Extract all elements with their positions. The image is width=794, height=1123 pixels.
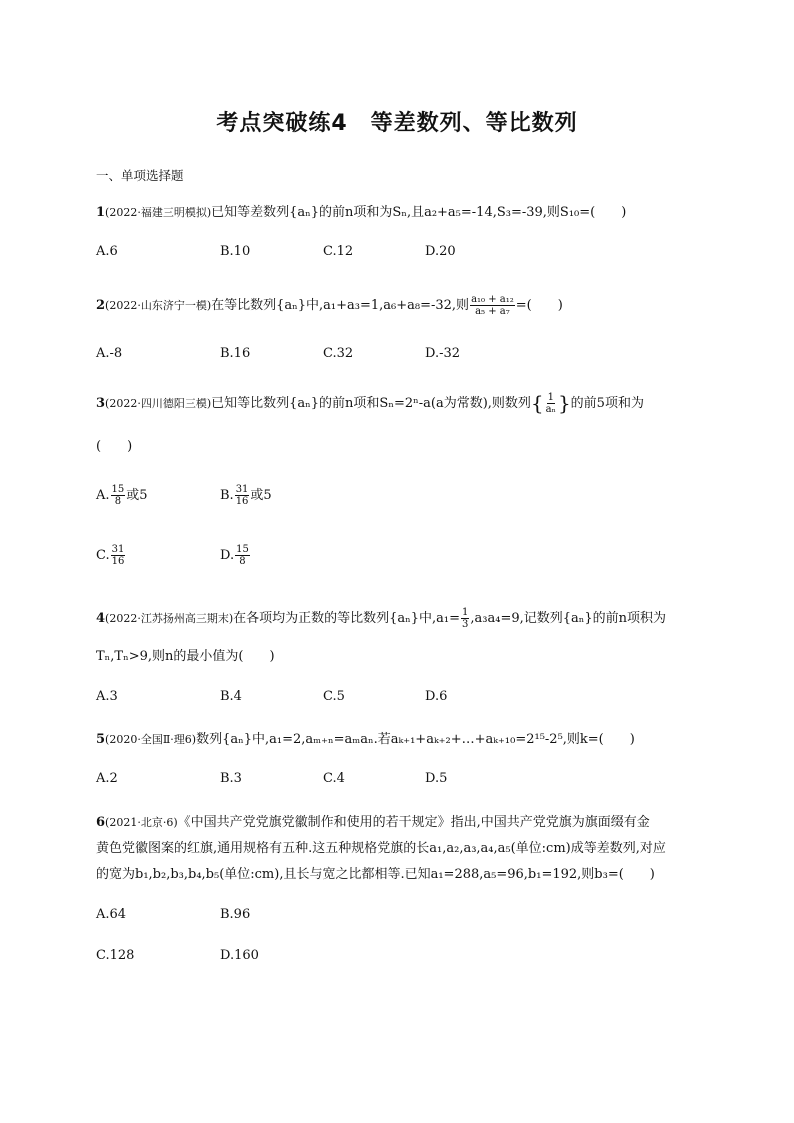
fraction-denominator: 16 (111, 556, 125, 567)
question-1 (96, 197, 716, 228)
question-number: 3 (96, 396, 106, 411)
option-label: D. (220, 548, 235, 563)
question-stem-end: =( ) (515, 298, 563, 313)
option-c: C.12 (323, 244, 354, 259)
question-stem: 在等比数列{aₙ}中,a₁+a₃=1,a₆+a₈=-32,则 (211, 298, 470, 313)
options-3-row1 (96, 484, 696, 514)
page-title: 考点突破练4 等差数列、等比数列 (216, 111, 578, 136)
fraction-denominator: 16 (235, 496, 249, 507)
fraction (545, 392, 557, 415)
fraction (111, 544, 126, 567)
options-3-row2 (96, 544, 696, 574)
option-a: A.64 (96, 907, 127, 922)
fraction-numerator: 31 (235, 484, 249, 495)
section-heading: 一、单项选择题 (96, 168, 184, 183)
option-b: B.3 (220, 771, 242, 786)
options-6-row2 (96, 948, 696, 970)
question-source: (2022·四川德阳三模) (105, 397, 212, 410)
option-a: A.3 (96, 689, 118, 704)
fraction-numerator: 31 (111, 544, 125, 555)
option-b: B.16 (220, 346, 251, 361)
option-c (96, 544, 126, 567)
option-label: C. (96, 548, 110, 563)
options-2 (96, 346, 696, 368)
question-4-line2: Tₙ,Tₙ>9,则n的最小值为( ) (96, 649, 275, 664)
fraction-denominator: 3 (462, 619, 469, 630)
question-source: (2020·全国Ⅱ·理6) (105, 733, 197, 746)
option-c: C.4 (323, 771, 345, 786)
question-stem: 在各项均为正数的等比数列{aₙ}中,a₁= (233, 611, 461, 626)
option-b: B.4 (220, 689, 242, 704)
fraction-denominator: 8 (239, 556, 246, 567)
question-number: 2 (96, 298, 106, 313)
fraction-numerator: 15 (111, 484, 125, 495)
question-number: 5 (96, 732, 106, 747)
answer-blank: ( ) (96, 439, 133, 454)
fraction-denominator: aₙ (545, 404, 556, 415)
option-a: A.-8 (96, 346, 123, 361)
option-d: D.6 (425, 689, 448, 704)
question-stem: 数列{aₙ}中,a₁=2,aₘ₊ₙ=aₘaₙ.若aₖ₊₁+aₖ₊₂+…+aₖ₊₁₀=2¹⁵-2⁵,则k=( ) (196, 732, 635, 747)
question-6-line2: 黄色党徽图案的红旗,通用规格有五种.这五种规格党旗的长a₁,a₂,a₃,a₄,a₅(单位:cm)成等差数列,对应 (96, 841, 666, 856)
question-source: (2022·福建三明模拟) (105, 206, 212, 219)
option-b: B.10 (220, 244, 251, 259)
option-d: D.5 (425, 771, 448, 786)
question-number: 4 (96, 611, 106, 626)
question-source: (2022·山东济宁一模) (105, 299, 212, 312)
fraction-numerator: a₁₀ + a₁₂ (471, 294, 514, 305)
question-stem: 已知等差数列{aₙ}的前n项和为Sₙ,且a₂+a₅=-14,S₃=-39,则S₁₀=( ) (211, 205, 627, 220)
question-stem: 已知等比数列{aₙ}的前n项和Sₙ=2ⁿ-a(a为常数),则数列 (211, 396, 531, 411)
question-source: (2021·北京·6) (105, 816, 178, 829)
brace-left: { (530, 391, 544, 415)
options-4 (96, 689, 696, 711)
option-c: C.32 (323, 346, 354, 361)
fraction (235, 484, 250, 507)
option-suffix: 或5 (126, 488, 148, 503)
fraction (235, 544, 250, 567)
fraction-numerator: 1 (547, 392, 554, 403)
option-d: D.160 (220, 948, 259, 963)
question-6-line3: 的宽为b₁,b₂,b₃,b₄,b₅(单位:cm),且长与宽之比都相等.已知a₁=288,a₅=96,b₁=192,则b₃=( ) (96, 867, 655, 882)
brace-right: } (557, 391, 571, 415)
options-5 (96, 771, 696, 793)
question-stem-end: ,a₃a₄=9,记数列{aₙ}的前n项积为 (470, 611, 667, 626)
fraction-denominator: 8 (114, 496, 122, 507)
option-b (220, 484, 272, 507)
option-a (96, 484, 148, 507)
question-source: (2022·江苏扬州高三期末) (105, 612, 234, 625)
option-label: B. (220, 488, 234, 503)
fraction (461, 607, 469, 630)
fraction (111, 484, 126, 507)
option-a: A.6 (96, 244, 118, 259)
question-stem: 《中国共产党党旗党徽制作和使用的若干规定》指出,中国共产党党旗为旗面缀有金 (177, 815, 650, 830)
options-1 (96, 244, 696, 266)
option-d (220, 544, 251, 567)
question-5 (96, 724, 716, 755)
fraction-numerator: 15 (236, 544, 249, 555)
option-b: B.96 (220, 907, 251, 922)
fraction (470, 294, 515, 317)
option-d: D.-32 (425, 346, 461, 361)
option-c: C.128 (96, 948, 135, 963)
option-label: A. (96, 488, 110, 503)
question-4 (96, 603, 716, 634)
options-6-row1 (96, 907, 696, 929)
question-3 (96, 388, 716, 419)
option-a: A.2 (96, 771, 118, 786)
question-number: 6 (96, 815, 106, 830)
fraction-denominator: a₅ + a₇ (475, 306, 510, 317)
fraction-numerator: 1 (462, 607, 469, 618)
question-number: 1 (96, 205, 106, 220)
option-d: D.20 (425, 244, 456, 259)
question-stem-end: 的前5项和为 (570, 396, 644, 411)
question-2 (96, 290, 716, 321)
option-c: C.5 (323, 689, 345, 704)
option-suffix: 或5 (250, 488, 272, 503)
